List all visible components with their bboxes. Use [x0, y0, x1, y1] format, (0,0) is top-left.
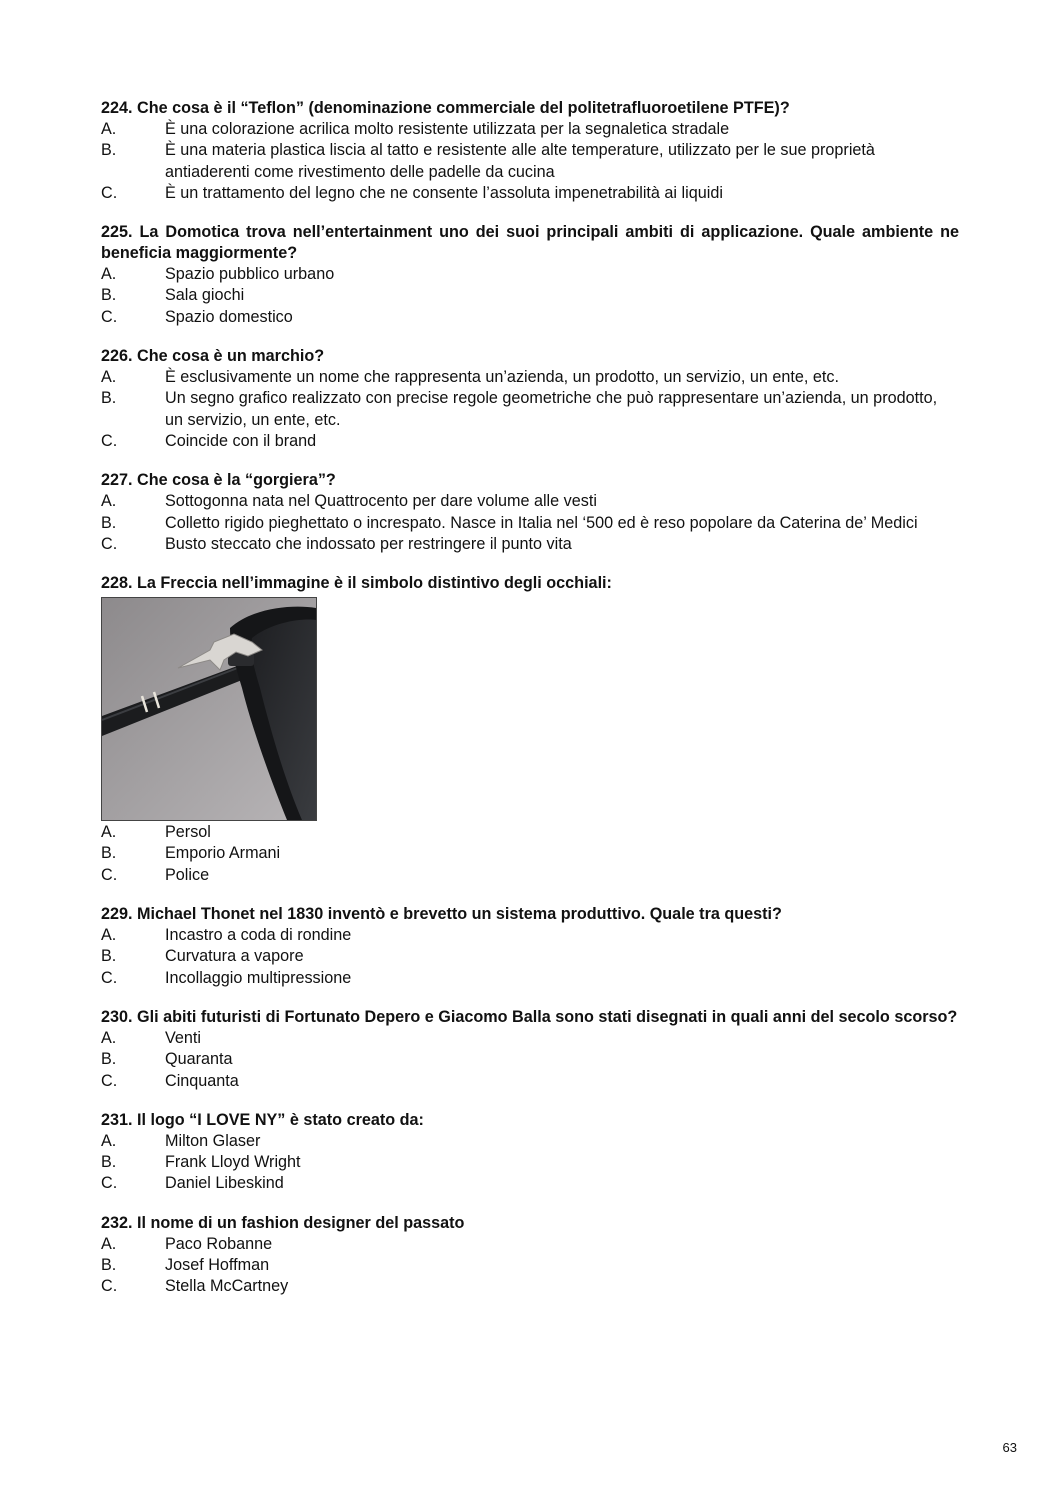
- option-text: Paco Robanne: [165, 1234, 273, 1253]
- option-letter: B.: [101, 1153, 117, 1172]
- option-text: Sala giochi: [165, 286, 245, 305]
- option-text: Un segno grafico realizzato con precise regole geometriche che può rappresentare un’azienda, un prodotto, un servizio, un ente, etc.: [165, 389, 938, 429]
- option-letter: A.: [101, 1234, 117, 1253]
- option-a: [101, 264, 959, 285]
- option-letter: B.: [101, 1050, 117, 1069]
- question-231: [101, 1110, 959, 1195]
- option-letter: C.: [101, 1071, 118, 1090]
- option-a: [101, 1131, 959, 1152]
- option-text: Milton Glaser: [165, 1131, 261, 1150]
- option-text: Sottogonna nata nel Quattrocento per dare volume alle vesti: [165, 492, 597, 511]
- option-a: [101, 491, 959, 512]
- option-b: [101, 1152, 959, 1173]
- page-number: 63: [1002, 1440, 1017, 1455]
- option-text: Quaranta: [165, 1050, 233, 1069]
- option-text: Venti: [165, 1028, 202, 1047]
- option-text: Coincide con il brand: [165, 431, 317, 450]
- option-text: Colletto rigido pieghettato o increspato. Nasce in Italia nel ‘500 ed è reso popolare da Caterina de’ Medici: [165, 513, 918, 532]
- option-text: Frank Lloyd Wright: [165, 1153, 301, 1172]
- question-226: [101, 346, 959, 452]
- option-c: [101, 1071, 959, 1092]
- option-text: Daniel Libeskind: [165, 1174, 284, 1193]
- question-232: [101, 1213, 959, 1298]
- option-c: [101, 534, 959, 555]
- question-title: 227. Che cosa è la “gorgiera”?: [101, 471, 336, 490]
- option-letter: B.: [101, 947, 117, 966]
- option-letter: B.: [101, 844, 117, 863]
- option-b: [101, 140, 959, 183]
- option-letter: A.: [101, 492, 117, 511]
- option-text: Busto steccato che indossato per restringere il punto vita: [165, 534, 572, 553]
- option-b: [101, 843, 959, 864]
- option-c: [101, 183, 959, 204]
- option-letter: B.: [101, 513, 117, 532]
- quiz-page-content: [101, 98, 959, 1316]
- option-letter: B.: [101, 1256, 117, 1275]
- option-letter: A.: [101, 1028, 117, 1047]
- option-letter: C.: [101, 1277, 118, 1296]
- option-letter: A.: [101, 926, 117, 945]
- option-letter: A.: [101, 265, 117, 284]
- option-text: È un trattamento del legno che ne consente l’assoluta impenetrabilità ai liquidi: [165, 183, 723, 202]
- option-c: [101, 307, 959, 328]
- option-letter: C.: [101, 307, 118, 326]
- question-229: [101, 904, 959, 989]
- question-230: [101, 1007, 959, 1092]
- option-letter: C.: [101, 183, 118, 202]
- option-a: [101, 1234, 959, 1255]
- option-letter: C.: [101, 431, 118, 450]
- question-228: [101, 573, 959, 886]
- question-title: 231. Il logo “I LOVE NY” è stato creato da:: [101, 1110, 424, 1129]
- option-letter: C.: [101, 534, 118, 553]
- sunglasses-arrow-photo: [101, 597, 317, 821]
- option-text: Emporio Armani: [165, 844, 281, 863]
- option-letter: A.: [101, 368, 117, 387]
- option-text: Curvatura a vapore: [165, 947, 304, 966]
- option-text: Spazio domestico: [165, 307, 293, 326]
- option-b: [101, 388, 959, 431]
- question-title: 232. Il nome di un fashion designer del passato: [101, 1213, 465, 1232]
- option-text: È esclusivamente un nome che rappresenta un’azienda, un prodotto, un servizio, un ente, etc.: [165, 368, 839, 387]
- option-c: [101, 865, 959, 886]
- option-b: [101, 285, 959, 306]
- option-text: Spazio pubblico urbano: [165, 265, 335, 284]
- option-text: Police: [165, 865, 210, 884]
- question-225: [101, 222, 959, 328]
- option-letter: A.: [101, 1131, 117, 1150]
- option-letter: C.: [101, 968, 118, 987]
- option-text: Stella McCartney: [165, 1277, 289, 1296]
- option-text: Incastro a coda di rondine: [165, 926, 352, 945]
- option-c: [101, 968, 959, 989]
- option-letter: B.: [101, 389, 117, 408]
- question-title: 225. La Domotica trova nell’entertainment uno dei suoi principali ambiti di applicazione. Quale ambiente ne beneficia maggiormente?: [101, 223, 959, 263]
- option-text: Josef Hoffman: [165, 1256, 270, 1275]
- option-b: [101, 1255, 959, 1276]
- option-c: [101, 1173, 959, 1194]
- option-text: Cinquanta: [165, 1071, 239, 1090]
- option-a: [101, 1028, 959, 1049]
- option-letter: B.: [101, 141, 117, 160]
- option-c: [101, 1276, 959, 1297]
- option-text: È una colorazione acrilica molto resistente utilizzata per la segnaletica stradale: [165, 120, 730, 138]
- option-text: Incollaggio multipressione: [165, 968, 352, 987]
- question-227: [101, 470, 959, 555]
- option-a: [101, 119, 959, 140]
- question-title: 229. Michael Thonet nel 1830 inventò e brevetto un sistema produttivo. Quale tra questi?: [101, 905, 782, 924]
- option-a: [101, 367, 959, 388]
- option-b: [101, 513, 959, 534]
- option-text: È una materia plastica liscia al tatto e resistente alle alte temperature, utilizzato per le sue proprietà antiaderenti come rivestimento delle padelle da cucina: [165, 141, 875, 181]
- option-c: [101, 431, 959, 452]
- option-letter: C.: [101, 865, 118, 884]
- option-b: [101, 946, 959, 967]
- sunglasses-image: [102, 598, 316, 820]
- question-title: 224. Che cosa è il “Teflon” (denominazione commerciale del politetrafluoroetilene PTFE)?: [101, 99, 790, 117]
- option-text: Persol: [165, 823, 211, 842]
- option-a: [101, 822, 959, 843]
- option-a: [101, 925, 959, 946]
- question-title: 228. La Freccia nell’immagine è il simbolo distintivo degli occhiali:: [101, 574, 612, 593]
- question-224: [101, 98, 959, 204]
- question-title: 226. Che cosa è un marchio?: [101, 347, 325, 366]
- option-letter: B.: [101, 286, 117, 305]
- option-letter: C.: [101, 1174, 118, 1193]
- option-letter: A.: [101, 120, 117, 138]
- option-b: [101, 1049, 959, 1070]
- option-letter: A.: [101, 823, 117, 842]
- question-title: 230. Gli abiti futuristi di Fortunato Depero e Giacomo Balla sono stati disegnati in quali anni del secolo scorso?: [101, 1007, 958, 1026]
